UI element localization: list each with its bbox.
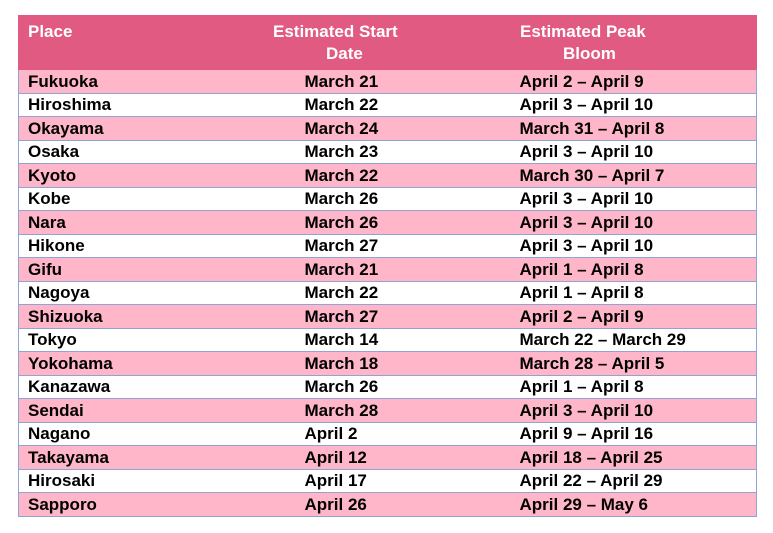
start-date-cell: March 18	[267, 352, 487, 376]
start-date-cell: April 12	[267, 446, 487, 470]
start-date-cell: April 26	[267, 493, 487, 517]
table-row	[19, 234, 757, 258]
peak-bloom-cell: April 3 – April 10	[487, 399, 757, 423]
place-cell: Gifu	[19, 258, 267, 282]
place-cell: Kyoto	[19, 164, 267, 188]
place-cell: Nara	[19, 211, 267, 235]
peak-bloom-cell: April 1 – April 8	[487, 258, 757, 282]
start-date-cell: March 22	[267, 93, 487, 117]
start-date-cell: March 24	[267, 117, 487, 141]
start-date-cell: March 23	[267, 140, 487, 164]
table-row	[19, 117, 757, 141]
peak-bloom-cell: April 3 – April 10	[487, 234, 757, 258]
peak-bloom-cell: April 3 – April 10	[487, 93, 757, 117]
place-cell: Okayama	[19, 117, 267, 141]
table-body	[19, 70, 757, 517]
header-estimated-start-date	[267, 16, 487, 70]
place-cell: Yokohama	[19, 352, 267, 376]
peak-bloom-cell: April 3 – April 10	[487, 211, 757, 235]
start-date-cell: April 2	[267, 422, 487, 446]
table-row	[19, 93, 757, 117]
header-estimated-peak-bloom	[487, 16, 757, 70]
table-row	[19, 211, 757, 235]
header-peak-line2: Bloom	[563, 44, 616, 63]
table-row	[19, 305, 757, 329]
table-row	[19, 187, 757, 211]
start-date-cell: March 21	[267, 70, 487, 94]
start-date-cell: April 17	[267, 469, 487, 493]
peak-bloom-cell: April 22 – April 29	[487, 469, 757, 493]
peak-bloom-cell: April 1 – April 8	[487, 375, 757, 399]
peak-bloom-cell: March 30 – April 7	[487, 164, 757, 188]
table-row	[19, 469, 757, 493]
table-row	[19, 164, 757, 188]
table-row	[19, 140, 757, 164]
place-cell: Sendai	[19, 399, 267, 423]
peak-bloom-cell: March 28 – April 5	[487, 352, 757, 376]
place-cell: Osaka	[19, 140, 267, 164]
place-cell: Takayama	[19, 446, 267, 470]
start-date-cell: March 22	[267, 164, 487, 188]
header-place	[19, 16, 267, 70]
table-row	[19, 352, 757, 376]
place-cell: Sapporo	[19, 493, 267, 517]
start-date-cell: March 26	[267, 375, 487, 399]
start-date-cell: March 27	[267, 234, 487, 258]
peak-bloom-cell: March 31 – April 8	[487, 117, 757, 141]
table-row	[19, 375, 757, 399]
place-cell: Tokyo	[19, 328, 267, 352]
table-row	[19, 258, 757, 282]
place-cell: Fukuoka	[19, 70, 267, 94]
header-start-line2: Date	[326, 44, 363, 63]
peak-bloom-cell: April 29 – May 6	[487, 493, 757, 517]
table-row	[19, 328, 757, 352]
table-row	[19, 422, 757, 446]
place-cell: Hiroshima	[19, 93, 267, 117]
peak-bloom-cell: April 3 – April 10	[487, 140, 757, 164]
place-cell: Nagoya	[19, 281, 267, 305]
table-row	[19, 399, 757, 423]
peak-bloom-cell: April 18 – April 25	[487, 446, 757, 470]
table-row	[19, 446, 757, 470]
table-row	[19, 281, 757, 305]
table-row	[19, 493, 757, 517]
start-date-cell: March 22	[267, 281, 487, 305]
start-date-cell: March 21	[267, 258, 487, 282]
header-place-label: Place	[28, 22, 73, 41]
place-cell: Kanazawa	[19, 375, 267, 399]
peak-bloom-cell: April 3 – April 10	[487, 187, 757, 211]
header-peak-line1: Estimated Peak	[520, 22, 646, 41]
place-cell: Kobe	[19, 187, 267, 211]
peak-bloom-cell: April 2 – April 9	[487, 305, 757, 329]
header-start-line1: Estimated Start	[273, 22, 398, 41]
start-date-cell: March 26	[267, 187, 487, 211]
place-cell: Nagano	[19, 422, 267, 446]
peak-bloom-cell: April 9 – April 16	[487, 422, 757, 446]
peak-bloom-cell: April 1 – April 8	[487, 281, 757, 305]
place-cell: Shizuoka	[19, 305, 267, 329]
cherry-blossom-forecast-table	[18, 15, 757, 517]
start-date-cell: March 28	[267, 399, 487, 423]
start-date-cell: March 27	[267, 305, 487, 329]
table-row	[19, 70, 757, 94]
place-cell: Hikone	[19, 234, 267, 258]
start-date-cell: March 14	[267, 328, 487, 352]
peak-bloom-cell: April 2 – April 9	[487, 70, 757, 94]
place-cell: Hirosaki	[19, 469, 267, 493]
header-row	[19, 16, 757, 70]
start-date-cell: March 26	[267, 211, 487, 235]
peak-bloom-cell: March 22 – March 29	[487, 328, 757, 352]
